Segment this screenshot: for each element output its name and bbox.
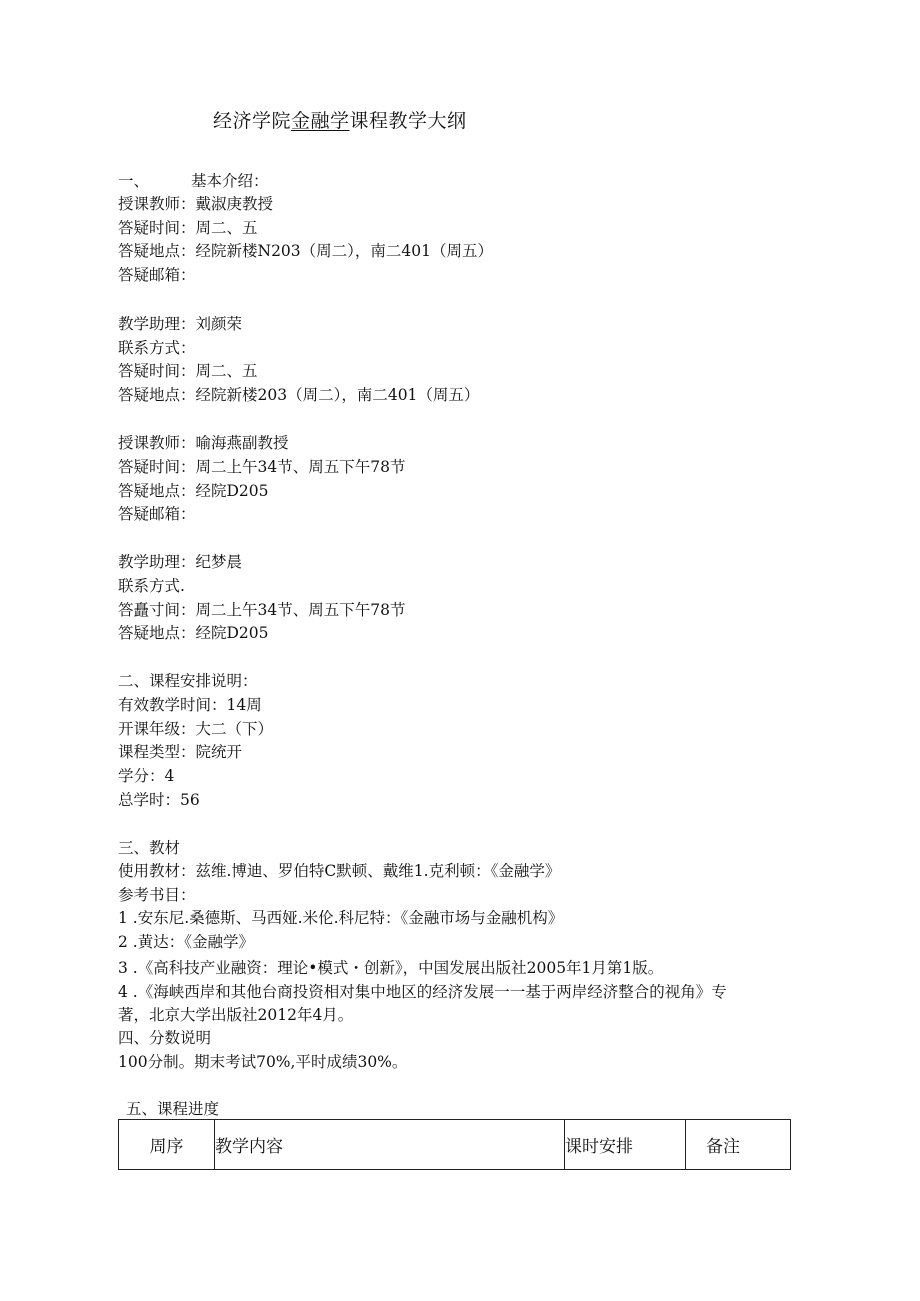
page-title [213, 106, 467, 133]
text-line: 答疑时间：周二、五 [118, 219, 258, 237]
reference-item: 4 .《海峡西岸和其他台商投资相对集中地区的经济发展一一基于两岸经济整合的视角》专 [118, 983, 727, 1001]
section-1-label: 基本介绍： [191, 172, 269, 190]
header-week: 周序 [119, 1120, 215, 1170]
text-line: 教学助理：纪梦晨 [118, 553, 243, 571]
text-line: 答矗寸间：周二上午34节、周五下午78节 [118, 601, 406, 619]
text-line: 答疑地点：经院新楼203（周二），南二401（周五） [118, 386, 480, 404]
section-1-heading [118, 171, 269, 191]
title-prefix: 经济学院 [213, 110, 292, 132]
section-2-heading: 二、课程安排说明： [118, 672, 258, 690]
section-1-number: 一、 [118, 172, 150, 190]
schedule-table [118, 1119, 791, 1170]
text-line: 100分制。期末考试70%,平时成绩30%。 [118, 1053, 408, 1071]
text-line: 联系方式. [118, 577, 185, 595]
reference-item-continued: 著，北京大学出版社2012年4月。 [118, 1006, 354, 1024]
text-line: 答疑地点：经院D205 [118, 482, 269, 500]
text-line: 授课教师：喻海燕副教授 [118, 434, 289, 452]
text-line: 答疑地点：经院新楼N203（周二），南二401（周五） [118, 242, 493, 260]
header-content: 教学内容 [215, 1120, 565, 1170]
text-line: 联系方式： [118, 339, 196, 357]
text-line: 课程类型：院统开 [118, 743, 243, 761]
table-header-row [119, 1120, 791, 1170]
text-line: 学分：4 [118, 767, 175, 785]
reference-item: 3 .《高科技产业融资：理论•模式・创新》，中国发展出版社2005年1月第1版。 [118, 959, 664, 977]
text-line: 开课年级：大二（下） [118, 720, 274, 738]
text-line: 总学时：56 [118, 791, 200, 809]
reference-item: 1 .安东尼.桑德斯、马西娅.米伦.科尼特：《金融市场与金融机构》 [118, 909, 564, 927]
text-line: 使用教材：兹维.博迪、罗伯特C默顿、戴维1.克利顿：《金融学》 [118, 862, 561, 880]
reference-item: 2 .黄达：《金融学》 [118, 933, 254, 951]
text-line: 教学助理：刘颜荣 [118, 315, 243, 333]
text-line: 答疑地点：经院D205 [118, 624, 269, 642]
section-3-heading: 三、教材 [118, 839, 181, 857]
text-line: 答疑邮箱： [118, 266, 196, 284]
text-line: 答疑时间：周二、五 [118, 362, 258, 380]
text-line: 有效教学时间：14周 [118, 696, 262, 714]
title-underlined: 金融学 [291, 110, 350, 132]
text-line: 参考书目： [118, 886, 196, 904]
text-line: 授课教师：戴淑庚教授 [118, 195, 274, 213]
section-4-heading: 四、分数说明 [118, 1029, 212, 1047]
text-line: 答疑时间：周二上午34节、周五下午78节 [118, 458, 406, 476]
header-notes: 备注 [686, 1120, 791, 1170]
section-5-heading: 五、课程进度 [126, 1100, 220, 1118]
title-suffix: 课程教学大纲 [349, 110, 467, 132]
text-line: 答疑邮箱： [118, 505, 196, 523]
header-hours: 课时安排 [565, 1120, 686, 1170]
